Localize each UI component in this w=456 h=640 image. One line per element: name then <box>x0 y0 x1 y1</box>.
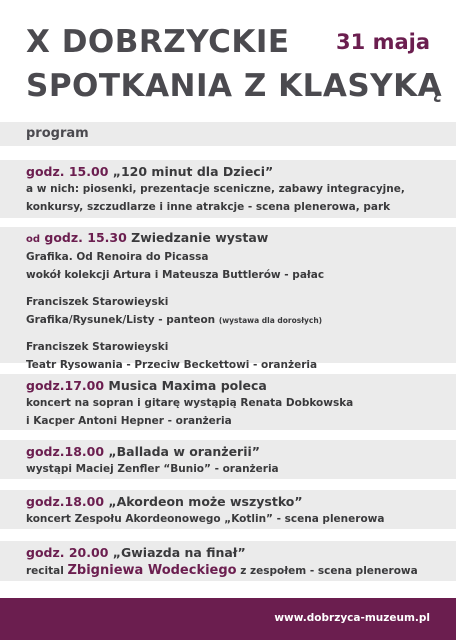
performer-name: Zbigniewa Wodeckiego <box>67 563 237 578</box>
event-line: koncert Zespołu Akordeonowego „Kotlin” - scena plenerowa <box>26 513 385 525</box>
event-line: koncert na sopran i gitarę wystąpią Renata Dobkowska <box>26 397 354 409</box>
event-title: „Akordeon może wszystko” <box>108 494 303 509</box>
title-line-1: X DOBRZYCKIE <box>26 24 290 60</box>
event-time: godz. 15.30 <box>44 230 127 245</box>
footer-bar <box>0 598 456 640</box>
event-title: Musica Maxima poleca <box>108 378 267 393</box>
title-line-2: SPOTKANIA Z KLASYKĄ <box>26 68 443 104</box>
event-line: wystąpi Maciej Zenfler “Bunio” - oranżeria <box>26 463 279 475</box>
event-title: „120 minut dla Dzieci” <box>112 164 274 179</box>
event-line: a w nich: piosenki, prezentacje sceniczne, zabawy integracyjne, <box>26 183 405 195</box>
exhibition-title: Grafika. Od Renoira do Picassa <box>26 251 209 263</box>
exhibition-title: Franciszek Starowieyski <box>26 341 169 353</box>
event-6 <box>26 543 436 581</box>
event-1 <box>26 162 436 216</box>
exhibition-title: Franciszek Starowieyski <box>26 296 169 308</box>
website-link[interactable]: www.dobrzyca-muzeum.pl <box>274 612 430 624</box>
event-line-post: z zespołem - scena plenerowa <box>240 565 418 577</box>
event-date: 31 maja <box>336 30 430 54</box>
event-line: konkursy, szczudlarze i inne atrakcje - scena plenerowa, park <box>26 200 391 213</box>
event-title: „Ballada w oranżerii” <box>108 444 261 459</box>
exhibition-detail: wokół kolekcji Artura i Mateusza Buttlerów - pałac <box>26 268 325 281</box>
event-time: godz. 20.00 <box>26 545 109 560</box>
event-4 <box>26 442 436 479</box>
event-5 <box>26 492 436 529</box>
exhibition-note: (wystawa dla dorosłych) <box>218 315 323 325</box>
event-prefix: od <box>26 234 41 245</box>
event-time: godz.18.00 <box>26 494 105 509</box>
event-time: godz.17.00 <box>26 378 105 393</box>
event-line-pre: recital <box>26 565 64 577</box>
event-time: godz.18.00 <box>26 444 105 459</box>
event-title: „Gwiazda na finał” <box>112 545 246 560</box>
event-time: godz. 15.00 <box>26 164 109 179</box>
event-2 <box>26 228 436 374</box>
event-3 <box>26 376 436 430</box>
exhibition-detail: Teatr Rysowania - Przeciw Beckettowi - oranżeria <box>26 358 318 371</box>
event-title: Zwiedzanie wystaw <box>131 230 269 245</box>
program-label: program <box>26 126 89 141</box>
exhibition-detail: Grafika/Rysunek/Listy - panteon <box>26 313 216 326</box>
event-line: i Kacper Antoni Hepner - oranżeria <box>26 414 232 427</box>
